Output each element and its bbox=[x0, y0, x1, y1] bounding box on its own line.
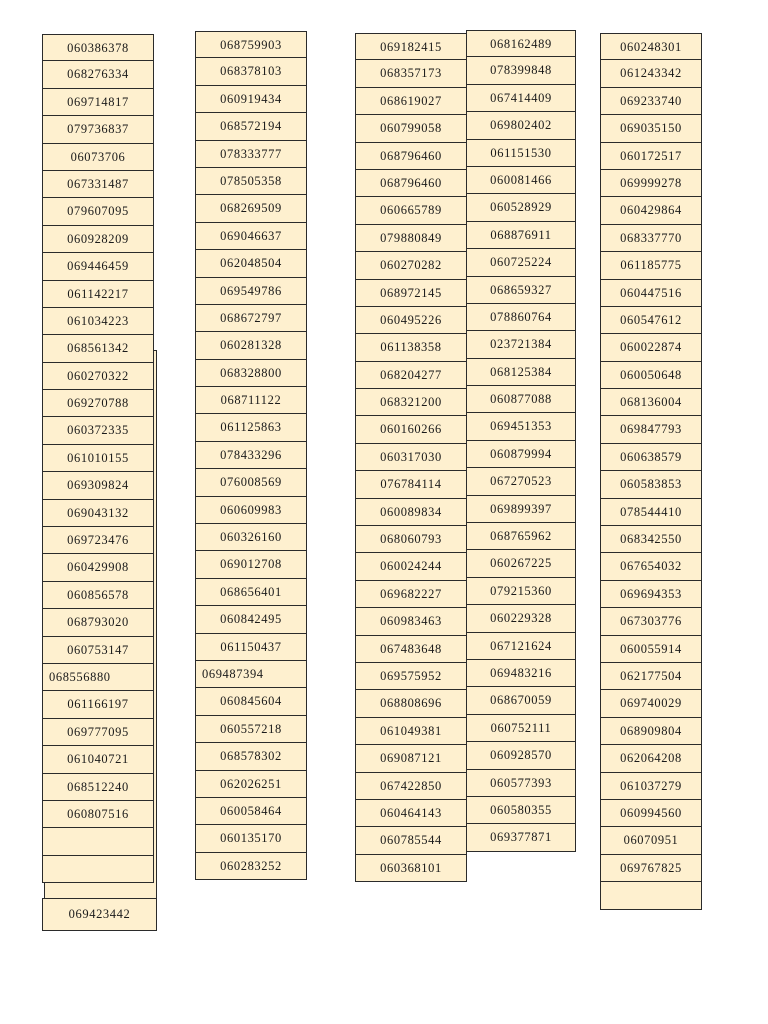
number-cell: 061243342 bbox=[600, 60, 702, 87]
number-cell: 06070951 bbox=[600, 827, 702, 854]
number-cell: 069377871 bbox=[466, 824, 576, 851]
number-cell: 060577393 bbox=[466, 770, 576, 797]
number-cell: 069899397 bbox=[466, 496, 576, 523]
number-cell: 060326160 bbox=[195, 524, 307, 551]
number-cell: 061138358 bbox=[355, 334, 467, 361]
number-cell: 069694353 bbox=[600, 581, 702, 608]
number-cell: 069309824 bbox=[42, 472, 154, 499]
number-cell: 069043132 bbox=[42, 500, 154, 527]
number-cell: 068060793 bbox=[355, 526, 467, 553]
number-cell: 060160266 bbox=[355, 416, 467, 443]
number-cell: 067270523 bbox=[466, 468, 576, 495]
number-cell: 060317030 bbox=[355, 444, 467, 471]
number-cell: 060447516 bbox=[600, 280, 702, 307]
column-5 bbox=[600, 33, 702, 910]
number-cell: 069714817 bbox=[42, 89, 154, 116]
number-cell: 060879994 bbox=[466, 441, 576, 468]
number-cell: 060725224 bbox=[466, 249, 576, 276]
number-cell: 060928570 bbox=[466, 742, 576, 769]
number-cell: 068672797 bbox=[195, 305, 307, 332]
number-cell: 078333777 bbox=[195, 141, 307, 168]
number-cell: 060856578 bbox=[42, 582, 154, 609]
number-cell: 060665789 bbox=[355, 197, 467, 224]
number-cell: 079880849 bbox=[355, 225, 467, 252]
number-cell: 076784114 bbox=[355, 471, 467, 498]
number-cell: 067483648 bbox=[355, 636, 467, 663]
number-cell bbox=[42, 856, 154, 883]
number-cell: 060752111 bbox=[466, 715, 576, 742]
number-cell: 060528929 bbox=[466, 194, 576, 221]
number-cell: 060283252 bbox=[195, 853, 307, 880]
number-cell: 060753147 bbox=[42, 637, 154, 664]
number-cell: 067303776 bbox=[600, 608, 702, 635]
number-cell: 060609983 bbox=[195, 497, 307, 524]
number-cell: 023721384 bbox=[466, 331, 576, 358]
number-cell: 068808696 bbox=[355, 690, 467, 717]
number-cell: 068909804 bbox=[600, 718, 702, 745]
number-cell: 069847793 bbox=[600, 416, 702, 443]
number-cell: 060928209 bbox=[42, 226, 154, 253]
number-cell: 067414409 bbox=[466, 85, 576, 112]
number-cell: 068204277 bbox=[355, 362, 467, 389]
number-cell: 068321200 bbox=[355, 389, 467, 416]
number-cell: 060638579 bbox=[600, 444, 702, 471]
number-cell: 060842495 bbox=[195, 606, 307, 633]
number-cell: 069575952 bbox=[355, 663, 467, 690]
number-cell: 060807516 bbox=[42, 801, 154, 828]
number-cell: 061125863 bbox=[195, 414, 307, 441]
number-cell: 078433296 bbox=[195, 442, 307, 469]
number-cell: 069483216 bbox=[466, 660, 576, 687]
number-cell: 060281328 bbox=[195, 332, 307, 359]
number-cell: 068670059 bbox=[466, 687, 576, 714]
number-cell: 061037279 bbox=[600, 773, 702, 800]
number-cell: 068556880 bbox=[42, 664, 154, 691]
number-cell: 060495226 bbox=[355, 307, 467, 334]
number-cell: 060429864 bbox=[600, 197, 702, 224]
number-cell bbox=[600, 882, 702, 909]
number-cell: 060270282 bbox=[355, 252, 467, 279]
number-cell: 060557218 bbox=[195, 716, 307, 743]
number-cell: 079607095 bbox=[42, 198, 154, 225]
column-1-footer-cell: 069423442 bbox=[42, 898, 157, 931]
number-cell: 068876911 bbox=[466, 222, 576, 249]
column-2 bbox=[195, 31, 307, 880]
number-cell: 068357173 bbox=[355, 60, 467, 87]
number-cell: 069451353 bbox=[466, 413, 576, 440]
number-cell: 060270322 bbox=[42, 363, 154, 390]
number-cell: 068342550 bbox=[600, 526, 702, 553]
number-cell: 060024244 bbox=[355, 553, 467, 580]
number-cell: 060135170 bbox=[195, 825, 307, 852]
number-cell: 06073706 bbox=[42, 144, 154, 171]
number-cell: 068162489 bbox=[466, 30, 576, 57]
number-cell: 061151530 bbox=[466, 140, 576, 167]
number-cell: 068972145 bbox=[355, 280, 467, 307]
number-cell: 069767825 bbox=[600, 855, 702, 882]
number-cell: 060267225 bbox=[466, 550, 576, 577]
number-cell: 068136004 bbox=[600, 389, 702, 416]
number-cell: 060845604 bbox=[195, 688, 307, 715]
number-cell: 061142217 bbox=[42, 281, 154, 308]
number-cell: 067422850 bbox=[355, 773, 467, 800]
column-1 bbox=[42, 34, 154, 883]
number-cell: 060372335 bbox=[42, 417, 154, 444]
column-3 bbox=[355, 33, 467, 882]
number-cell: 069270788 bbox=[42, 390, 154, 417]
number-cell: 069999278 bbox=[600, 170, 702, 197]
number-cell: 068765962 bbox=[466, 523, 576, 550]
number-cell: 060877088 bbox=[466, 386, 576, 413]
number-cell: 069549786 bbox=[195, 278, 307, 305]
number-cell: 067654032 bbox=[600, 553, 702, 580]
number-cell: 060583853 bbox=[600, 471, 702, 498]
number-cell: 069802402 bbox=[466, 112, 576, 139]
number-cell: 060386378 bbox=[42, 34, 154, 61]
number-cell: 068796460 bbox=[355, 170, 467, 197]
number-cell: 067121624 bbox=[466, 633, 576, 660]
number-cell: 061034223 bbox=[42, 308, 154, 335]
number-cell: 068659327 bbox=[466, 277, 576, 304]
number-cell: 061049381 bbox=[355, 718, 467, 745]
number-cell: 068269509 bbox=[195, 195, 307, 222]
number-cell: 062048504 bbox=[195, 250, 307, 277]
number-cell: 062026251 bbox=[195, 771, 307, 798]
number-cell: 061185775 bbox=[600, 252, 702, 279]
number-cell: 069182415 bbox=[355, 33, 467, 60]
number-cell: 078399848 bbox=[466, 57, 576, 84]
number-cell: 068656401 bbox=[195, 579, 307, 606]
number-cell: 060089834 bbox=[355, 499, 467, 526]
number-cell: 069233740 bbox=[600, 88, 702, 115]
number-cell: 078505358 bbox=[195, 168, 307, 195]
number-cell: 060580355 bbox=[466, 797, 576, 824]
number-cell: 060785544 bbox=[355, 827, 467, 854]
number-cell: 069446459 bbox=[42, 253, 154, 280]
number-cell: 068512240 bbox=[42, 774, 154, 801]
number-cell: 068561342 bbox=[42, 335, 154, 362]
number-cell: 069046637 bbox=[195, 223, 307, 250]
number-cell: 061150437 bbox=[195, 634, 307, 661]
number-cell: 068759903 bbox=[195, 31, 307, 58]
number-cell: 068711122 bbox=[195, 387, 307, 414]
number-cell: 068578302 bbox=[195, 743, 307, 770]
number-cell: 079736837 bbox=[42, 116, 154, 143]
column-4 bbox=[466, 30, 576, 852]
number-cell: 069740029 bbox=[600, 690, 702, 717]
number-cell: 061166197 bbox=[42, 691, 154, 718]
number-cell: 068337770 bbox=[600, 225, 702, 252]
number-cell: 060022874 bbox=[600, 334, 702, 361]
number-cell: 078544410 bbox=[600, 499, 702, 526]
number-cell: 068378103 bbox=[195, 58, 307, 85]
number-cell: 060055914 bbox=[600, 636, 702, 663]
number-cell: 060050648 bbox=[600, 362, 702, 389]
number-cell: 069487394 bbox=[195, 661, 307, 688]
number-cell: 068276334 bbox=[42, 61, 154, 88]
number-cell: 060368101 bbox=[355, 855, 467, 882]
number-cell: 061040721 bbox=[42, 746, 154, 773]
number-cell: 069723476 bbox=[42, 527, 154, 554]
number-cell: 069035150 bbox=[600, 115, 702, 142]
number-cell: 068125384 bbox=[466, 359, 576, 386]
number-cell: 060429908 bbox=[42, 554, 154, 581]
number-cell bbox=[42, 828, 154, 855]
number-cell: 060172517 bbox=[600, 143, 702, 170]
number-cell: 076008569 bbox=[195, 469, 307, 496]
number-cell: 069012708 bbox=[195, 551, 307, 578]
number-cell: 060983463 bbox=[355, 608, 467, 635]
number-cell: 068619027 bbox=[355, 88, 467, 115]
number-cell: 060799058 bbox=[355, 115, 467, 142]
number-cell: 068793020 bbox=[42, 609, 154, 636]
number-cell: 060994560 bbox=[600, 800, 702, 827]
number-cell: 061010155 bbox=[42, 445, 154, 472]
number-cell: 069087121 bbox=[355, 745, 467, 772]
number-cell: 079215360 bbox=[466, 578, 576, 605]
number-cell: 078860764 bbox=[466, 304, 576, 331]
number-cell: 068796460 bbox=[355, 143, 467, 170]
number-cell: 062064208 bbox=[600, 745, 702, 772]
number-cell: 060464143 bbox=[355, 800, 467, 827]
number-cell: 060081466 bbox=[466, 167, 576, 194]
number-cell: 068328800 bbox=[195, 360, 307, 387]
number-cell: 060919434 bbox=[195, 86, 307, 113]
number-cell: 067331487 bbox=[42, 171, 154, 198]
number-cell: 060248301 bbox=[600, 33, 702, 60]
number-cell: 060058464 bbox=[195, 798, 307, 825]
number-cell: 060547612 bbox=[600, 307, 702, 334]
number-cell: 069777095 bbox=[42, 719, 154, 746]
number-cell: 060229328 bbox=[466, 605, 576, 632]
number-cell: 062177504 bbox=[600, 663, 702, 690]
number-cell: 068572194 bbox=[195, 113, 307, 140]
number-cell: 069682227 bbox=[355, 581, 467, 608]
